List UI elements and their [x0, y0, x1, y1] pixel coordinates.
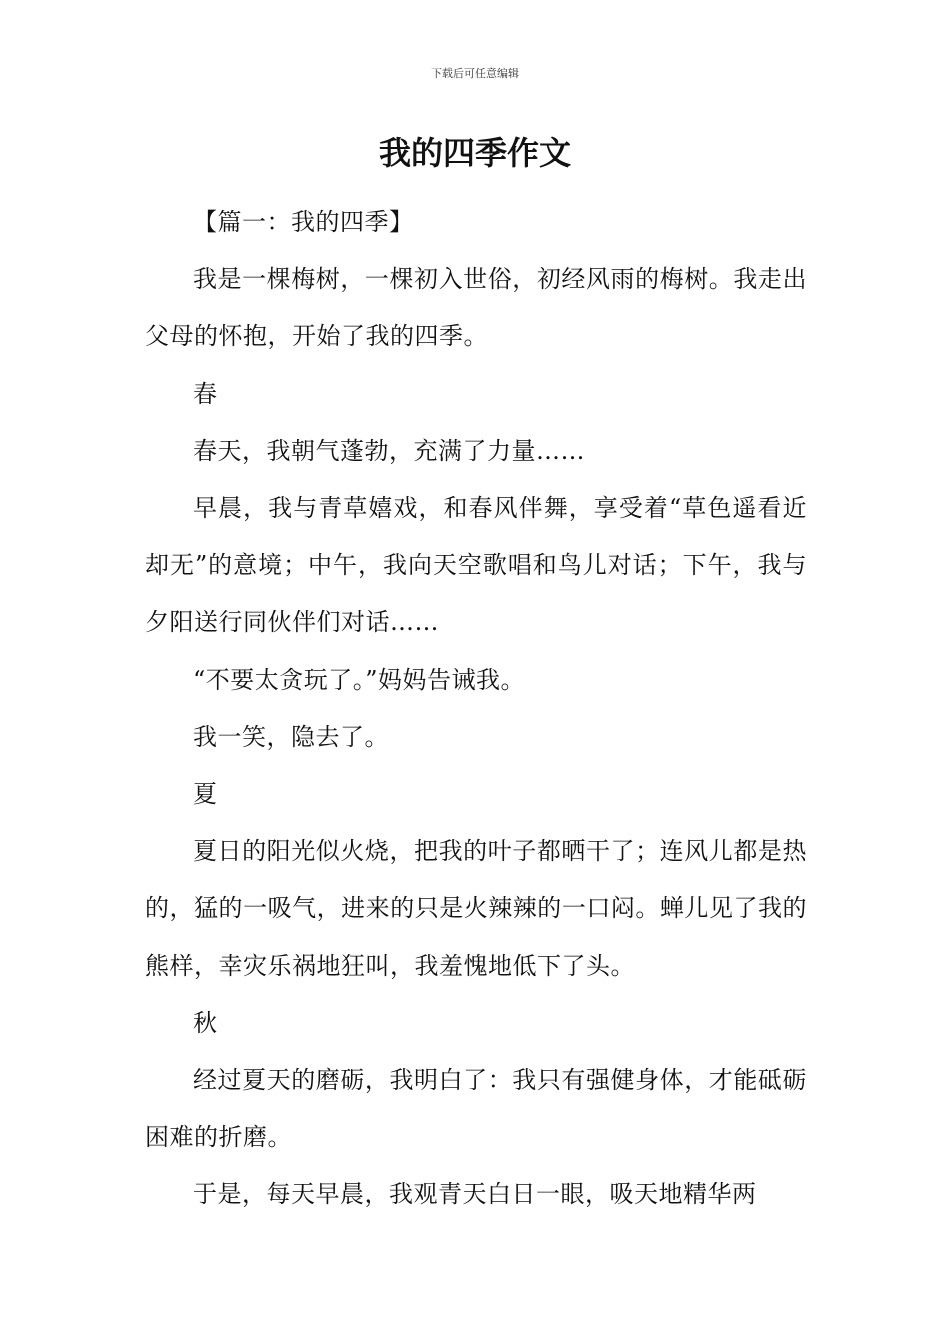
paragraph: 我是一棵梅树，一棵初入世俗，初经风雨的梅树。我走出父母的怀抱，开始了我的四季。: [145, 265, 807, 351]
document-title: 我的四季作文: [378, 134, 571, 172]
paragraph: “不要太贪玩了。”妈妈告诫我。: [193, 665, 526, 694]
paragraph: 于是，每天早晨，我观青天白日一眼，吸天地精华两: [193, 1180, 757, 1209]
section-heading: 【篇一：我的四季】: [193, 208, 414, 236]
paragraph: 夏日的阳光似火烧，把我的叶子都晒干了；连风儿都是热的，猛的一吸气，进来的只是火辣辣的一口闷。蝉儿见了我的熊样，幸灾乐祸地狂叫，我羞愧地低下了头。: [145, 837, 807, 980]
season-heading-spring: 春: [193, 379, 218, 408]
paragraph: 经过夏天的磨砺，我明白了：我只有强健身体，才能砥砺困难的折磨。: [145, 1066, 807, 1152]
header-note: 下载后可任意编辑: [431, 67, 519, 80]
paragraph: 早晨，我与青草嬉戏，和春风伴舞，享受着“草色遥看近却无”的意境；中午，我向天空歌唱和鸟儿对话；下午，我与夕阳送行同伙伴们对话……: [145, 494, 807, 637]
document-body: [145, 194, 807, 1224]
season-heading-summer: 夏: [193, 780, 218, 809]
season-heading-autumn: 秋: [193, 1008, 218, 1037]
paragraph: 春天，我朝气蓬勃，充满了力量……: [193, 436, 585, 465]
paragraph: 我一笑，隐去了。: [193, 722, 389, 751]
